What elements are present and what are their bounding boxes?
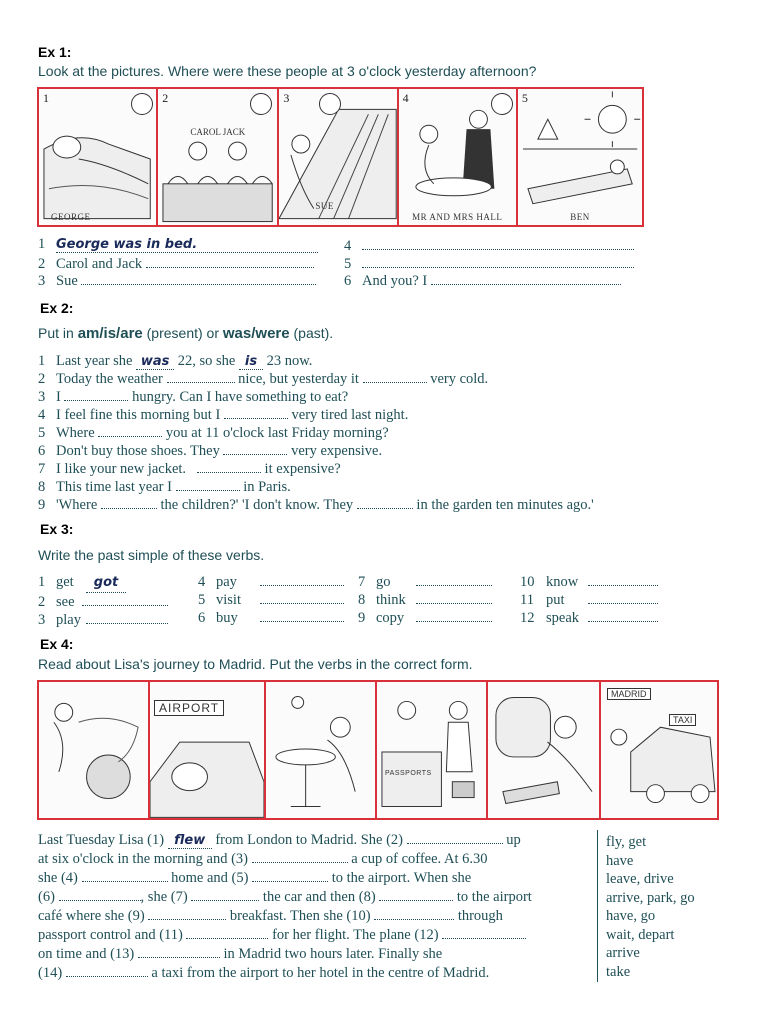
ex1-item-4: [344, 238, 634, 255]
item-number: 2: [38, 371, 46, 387]
answer-field[interactable]: [148, 908, 226, 920]
text: , she (7): [140, 889, 188, 905]
verb-list-item: wait, depart: [606, 926, 675, 943]
answer-field[interactable]: [98, 425, 162, 437]
item-text: very cold.: [430, 371, 489, 387]
instruction-text: (past).: [289, 325, 334, 341]
ex3-item: [520, 609, 658, 627]
item-number: 9: [358, 610, 366, 626]
ex1-panel-number: 2: [162, 91, 169, 105]
item-number: 1: [38, 353, 46, 369]
item-text: 23 now.: [266, 353, 313, 369]
ex1-item-1: [38, 236, 318, 253]
item-text: 22, so she: [177, 353, 236, 369]
ex4-panel-taxi: [601, 682, 717, 818]
taxi-sign: TAXI: [669, 714, 696, 726]
verb: copy: [376, 610, 405, 626]
text: she (4): [38, 870, 78, 886]
ex4-line-1: [38, 832, 521, 849]
ex2-item-5: [38, 425, 389, 442]
answer-field[interactable]: [252, 851, 348, 863]
madrid-sign: MADRID: [607, 688, 651, 700]
answer-field[interactable]: [260, 592, 344, 604]
answer-field[interactable]: [588, 592, 658, 604]
text: to the airport. When she: [331, 870, 472, 886]
answer-field[interactable]: [379, 889, 453, 901]
answer-field[interactable]: [197, 461, 261, 473]
verb-list-item: have: [606, 852, 634, 869]
answer-field[interactable]: [167, 371, 235, 383]
answer-field[interactable]: [588, 610, 658, 622]
ex3-column-3: [358, 573, 492, 627]
ex1-panel-caption: MR AND MRS HALL: [412, 212, 503, 222]
item-text: Where: [56, 425, 95, 441]
ex3-item: [38, 573, 168, 593]
ex1-panel-number: 4: [402, 91, 409, 105]
item-text: in Paris.: [243, 479, 291, 495]
ex3-item: [358, 609, 492, 627]
answer-field[interactable]: [146, 256, 314, 268]
item-number: 6: [38, 443, 46, 459]
ex1-panel-caption: GEORGE: [51, 212, 91, 222]
text: a taxi from the airport to her hotel in the centre of Madrid.: [151, 965, 490, 981]
text: to the airport: [456, 889, 532, 905]
item-text: very tired last night.: [291, 407, 409, 423]
text: (14): [38, 965, 63, 981]
ex1-panel-number: 3: [283, 91, 290, 105]
text: on time and (13): [38, 946, 135, 962]
item-number: 2: [38, 256, 46, 272]
ex1-picture-strip: [37, 87, 644, 227]
ex1-item-2: [38, 256, 314, 273]
item-number: 4: [344, 238, 352, 254]
ex2-item-6: [38, 443, 382, 460]
answer-field[interactable]: was: [136, 354, 174, 370]
answer-field[interactable]: flew: [168, 833, 212, 849]
answer-field[interactable]: [374, 908, 454, 920]
item-text: 'Where: [56, 497, 98, 513]
answer-field[interactable]: [442, 927, 526, 939]
item-text: the children?' 'I don't know. They: [160, 497, 354, 513]
ex1-panel-3: [279, 89, 398, 225]
item-number: 4: [38, 407, 46, 423]
ex1-heading: Ex 1:: [38, 44, 72, 60]
ex4-panel-passport: [377, 682, 488, 818]
answer-field[interactable]: [81, 273, 316, 285]
answer-field[interactable]: [260, 574, 344, 586]
ex4-line-7: [38, 946, 442, 963]
ex1-item-3: [38, 273, 316, 290]
item-text: This time last year I: [56, 479, 172, 495]
verb-list-item: arrive, park, go: [606, 889, 695, 906]
verb: see: [56, 594, 75, 610]
ex4-instruction: Read about Lisa's journey to Madrid. Put the verbs in the correct form.: [38, 656, 473, 672]
item-number: 1: [38, 574, 46, 590]
item-number: 8: [38, 479, 46, 495]
ex1-panel-caption: BEN: [570, 212, 590, 222]
text: for her flight. The plane (12): [272, 927, 439, 943]
instruction-bold: was/were: [222, 325, 290, 342]
ex2-item-8: [38, 479, 291, 496]
ex3-item: [358, 591, 492, 609]
answer-field[interactable]: [416, 592, 492, 604]
item-text: in the garden ten minutes ago.': [416, 497, 594, 513]
ex3-column-4: [520, 573, 658, 627]
instruction-text: (present) or: [142, 325, 223, 341]
item-text: I like your new jacket.: [56, 461, 187, 477]
text: (6): [38, 889, 55, 905]
ex4-line-4: [38, 889, 532, 906]
verb-list-divider: [597, 830, 598, 982]
ex2-instruction: [38, 325, 333, 342]
taxi-illustration: [601, 682, 717, 818]
ex2-item-9: [38, 497, 594, 514]
answer-field[interactable]: [416, 574, 492, 586]
ex3-column-1: [38, 573, 168, 629]
text: home and (5): [171, 870, 249, 886]
text: at six o'clock in the morning and (3): [38, 851, 248, 867]
airport-sign: AIRPORT: [154, 700, 224, 716]
ex2-heading: Ex 2:: [40, 300, 74, 316]
ex4-line-8: [38, 965, 489, 982]
ex3-item: [520, 591, 658, 609]
answer-field[interactable]: [64, 389, 128, 401]
ex1-panel-5: [518, 89, 642, 225]
item-prefix: And you? I: [362, 273, 428, 289]
verb-list-item: fly, get: [606, 834, 647, 850]
verb-list: [606, 833, 695, 981]
cafe-illustration: [266, 682, 375, 818]
ex1-item-5: [344, 256, 634, 273]
waking-up-illustration: [39, 682, 148, 818]
ex4-line-5: [38, 908, 503, 925]
ex3-item: [198, 591, 344, 609]
answer-field[interactable]: [82, 594, 168, 606]
item-number: 4: [198, 574, 206, 590]
verb-list-item: take: [606, 963, 631, 980]
item-number: 11: [520, 592, 534, 608]
text: in Madrid two hours later. Finally she: [223, 946, 443, 962]
ex4-line-3: [38, 870, 471, 887]
ex4-panel-wakeup: [39, 682, 150, 818]
ex4-panel-plane: [488, 682, 601, 818]
ex1-item-6: [344, 273, 621, 290]
verb: visit: [216, 592, 241, 608]
answer-field[interactable]: [431, 273, 621, 285]
verb: know: [546, 574, 579, 590]
text: a cup of coffee. At 6.30: [351, 851, 488, 867]
item-text: nice, but yesterday it: [238, 371, 359, 387]
answer-field[interactable]: [101, 497, 157, 509]
ex3-item: [38, 593, 168, 611]
ex2-item-4: [38, 407, 408, 424]
ex1-panel-caption: CAROL JACK: [190, 127, 246, 137]
item-number: 3: [38, 389, 46, 405]
ex1-panel-number: 5: [521, 91, 528, 105]
ex1-panel-2: [158, 89, 279, 225]
passport-control-illustration: [377, 682, 486, 818]
item-text: I: [56, 389, 61, 405]
clock-icon: [491, 93, 513, 115]
verb: go: [376, 574, 391, 590]
ex4-panel-airport-drive: [150, 682, 266, 818]
answer-field[interactable]: [416, 610, 492, 622]
text: up: [506, 832, 521, 848]
answer-field[interactable]: [82, 870, 168, 882]
ex3-item: [38, 611, 168, 629]
ex3-item: [198, 573, 344, 591]
item-number: 8: [358, 592, 366, 608]
verb-list-item: leave, drive: [606, 871, 674, 887]
answer-field[interactable]: [86, 612, 168, 624]
instruction-bold: am/is/are: [77, 325, 143, 342]
item-number: 5: [198, 592, 206, 608]
ex3-item: [520, 573, 658, 591]
item-number: 6: [198, 610, 206, 626]
item-text: I feel fine this morning but I: [56, 407, 221, 423]
item-number: 7: [358, 574, 366, 590]
item-text: Last year she: [56, 353, 133, 369]
ex1-panel-1: [39, 89, 158, 225]
item-text: Don't buy those shoes. They: [56, 443, 220, 459]
answer-field[interactable]: [176, 479, 240, 491]
verb-list-item: have, go: [606, 908, 656, 924]
verb: get: [56, 574, 74, 590]
answer-field[interactable]: [363, 371, 427, 383]
answer-field[interactable]: [362, 238, 634, 250]
answer-field[interactable]: [357, 497, 413, 509]
text: breakfast. Then she (10): [229, 908, 371, 924]
text: café where she (9): [38, 908, 145, 924]
answer-field[interactable]: [252, 870, 328, 882]
item-number: 3: [38, 273, 46, 289]
ex2-item-7: [38, 461, 341, 478]
ex2-item-3: [38, 389, 348, 406]
ex4-line-6: [38, 927, 526, 944]
item-number: 5: [38, 425, 46, 441]
ex1-panel-number: 1: [43, 91, 49, 105]
answer-field[interactable]: [191, 889, 259, 901]
ex4-heading: Ex 4:: [40, 636, 74, 652]
item-text: you at 11 o'clock last Friday morning?: [165, 425, 389, 441]
item-number: 2: [38, 594, 46, 610]
ex2-item-2: [38, 371, 488, 388]
verb: put: [546, 592, 565, 608]
item-number: 10: [520, 574, 535, 590]
item-number: 3: [38, 612, 46, 628]
answer-field[interactable]: George was in bed.: [56, 237, 318, 253]
answer-field[interactable]: [362, 256, 634, 268]
answer-field[interactable]: got: [86, 574, 126, 593]
ex4-line-2: [38, 851, 487, 868]
answer-field[interactable]: [407, 832, 503, 844]
answer-field[interactable]: [66, 965, 148, 977]
item-number: 6: [344, 273, 352, 289]
item-number: 7: [38, 461, 46, 477]
answer-field[interactable]: [223, 443, 287, 455]
ex2-item-1: [38, 353, 312, 370]
answer-field[interactable]: [59, 889, 141, 901]
ex4-panel-cafe: [266, 682, 377, 818]
ex3-instruction: Write the past simple of these verbs.: [38, 547, 265, 563]
answer-field[interactable]: [138, 946, 220, 958]
verb: pay: [216, 574, 237, 590]
text: the car and then (8): [262, 889, 376, 905]
item-number: 5: [344, 256, 352, 272]
plane-illustration: [488, 682, 599, 818]
verb: buy: [216, 610, 238, 626]
beach-illustration: [518, 89, 642, 225]
verb: think: [376, 592, 406, 608]
item-prefix: Sue: [56, 273, 78, 289]
item-prefix: Carol and Jack: [56, 256, 143, 272]
text: through: [457, 908, 503, 924]
answer-field[interactable]: [186, 927, 268, 939]
answer-field[interactable]: [224, 407, 288, 419]
ex1-instruction: Look at the pictures. Where were these people at 3 o'clock yesterday afternoon?: [38, 63, 537, 79]
answer-field[interactable]: [260, 610, 344, 622]
ex1-panel-caption: SUE: [315, 201, 334, 211]
item-number: 1: [38, 236, 46, 252]
ex3-column-2: [198, 573, 344, 627]
item-number: 9: [38, 497, 46, 513]
text: from London to Madrid. She (2): [215, 832, 403, 848]
verb: play: [56, 612, 81, 628]
item-text: very expensive.: [291, 443, 383, 459]
item-text: hungry. Can I have something to eat?: [132, 389, 349, 405]
verb: speak: [546, 610, 580, 626]
item-text: it expensive?: [264, 461, 341, 477]
clock-icon: [131, 93, 153, 115]
answer-field[interactable]: [588, 574, 658, 586]
text: Last Tuesday Lisa (1): [38, 832, 165, 848]
ex4-picture-strip: [37, 680, 719, 820]
answer-field[interactable]: is: [239, 354, 263, 370]
text: passport control and (11): [38, 927, 183, 943]
passports-sign: PASSPORTS: [385, 770, 432, 777]
ex3-heading: Ex 3:: [40, 521, 74, 537]
item-number: 12: [520, 610, 535, 626]
ex3-item: [358, 573, 492, 591]
ex3-item: [198, 609, 344, 627]
ex1-panel-4: [399, 89, 518, 225]
verb-list-item: arrive: [606, 945, 640, 961]
instruction-text: Put in: [38, 325, 78, 341]
item-text: Today the weather: [56, 371, 163, 387]
